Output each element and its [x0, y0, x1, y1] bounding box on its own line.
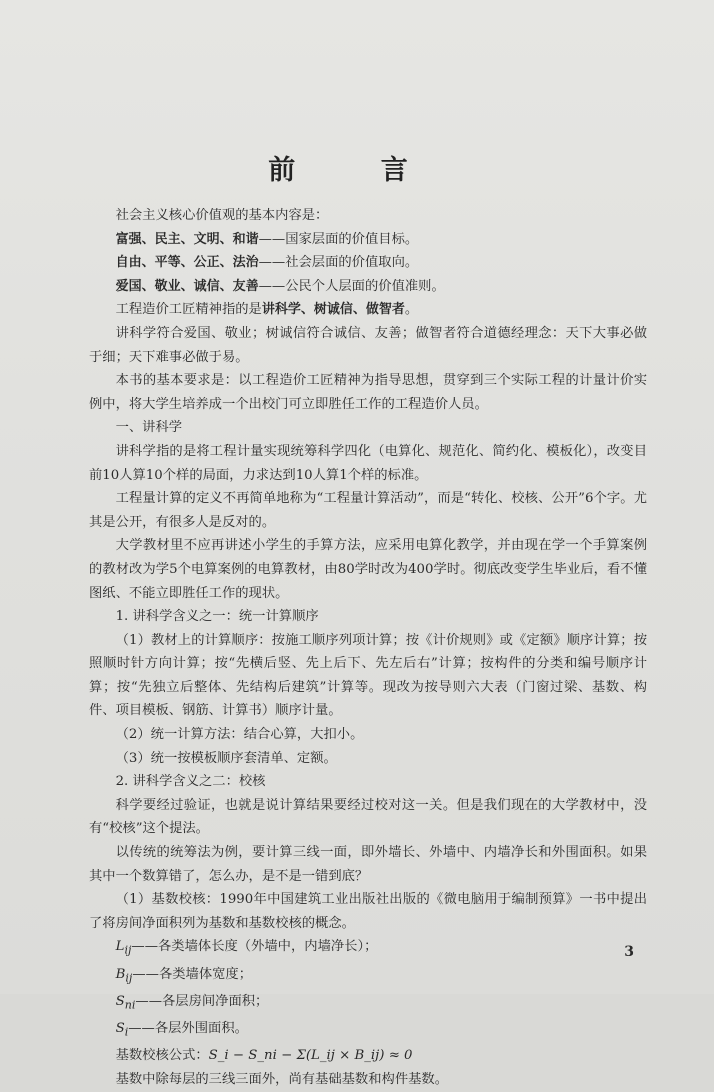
paragraph-science-2: 工程量计算的定义不再简单地称为“工程量计算活动”，而是“转化、校核、公开”6个字。尤其是公开，有很多人是反对的。 — [89, 491, 647, 530]
paragraph-intro: 社会主义核心价值观的基本内容是： — [115, 208, 329, 223]
values-personal-bold: 爱国、敬业、诚信、友善 — [115, 278, 259, 294]
paragraph-science-3: 大学教材里不应再讲述小学生的手算方法，应采用电算化教学，并由现在学一个手算案例的教材改为学5个电算案例的电算教材，由80学时改为400学时。彻底改变学生毕业后，看不懂图纸、不能立即胜任工作的现状。 — [89, 538, 647, 601]
values-national-bold: 富强、民主、文明、和谐 — [115, 231, 259, 247]
paragraph-last: 基数中除每层的三线三面外，尚有基础基数和构件基数。 — [115, 1072, 449, 1087]
paragraph-meaning2-3: （1）基数校核：1990年中国建筑工业出版社出版的《微电脑用于编制预算》一书中提出了将房间净面积列为基数和基数校核的概念。 — [89, 892, 647, 931]
definition-wall-width — [89, 963, 647, 990]
paragraph-meaning2-2: 以传统的统筹法为例，要计算三线一面，即外墙长、外墙中、内墙净长和外围面积。如果其中一个数算错了，怎么办，是不是一错到底？ — [89, 845, 647, 884]
heading-meaning-2: 2. 讲科学含义之二：校核 — [115, 774, 266, 790]
def1-subscript: ij — [124, 944, 132, 958]
def2-text: ——各类墙体宽度； — [132, 966, 253, 982]
def2-subscript: ij — [125, 971, 133, 985]
def4-text: ——各层外围面积。 — [128, 1021, 248, 1037]
values-national-rest: ——国家层面的价值目标。 — [258, 231, 419, 247]
def3-subscript: ni — [124, 998, 136, 1012]
values-social-rest: ——社会层面的价值取向。 — [258, 255, 419, 271]
def4-subscript: i — [124, 1025, 129, 1039]
paragraph-meaning2-1: 科学要经过验证，也就是说计算结果要经过校对这一关。但是我们现在的大学教材中，没有“校核”这个提法。 — [89, 797, 647, 837]
page-number: 3 — [624, 944, 634, 960]
definition-outer-area — [89, 1017, 647, 1044]
paragraph-science-1: 讲科学指的是将工程计量实现统筹科学四化（电算化、规范化、简约化、模板化），改变目前10人算10个样的局面，力求达到10人算1个样的标准。 — [89, 443, 647, 483]
def3-symbol: S — [115, 993, 125, 1009]
values-national — [89, 228, 647, 252]
def1-symbol: L — [115, 939, 125, 955]
paragraph-meaning1-1: （1）教材上的计算顺序：按施工顺序列项计算；按《计价规则》或《定额》顺序计算；按照顺时针方向计算；按“先横后竖、先上后下、先左后右”计算；按构件的分类和编号顺序计算；按“先独立后整体、先结构后建筑”计算等。现改为按导则六大表（门窗过梁、基数、构件、项目模板、钢筋、计算书）顺序计量。 — [89, 632, 647, 719]
formula-line — [89, 1044, 647, 1068]
paragraph-meaning1-3: （3）统一按模板顺序套清单、定额。 — [115, 750, 337, 766]
def3-text: ——各层房间净面积； — [135, 993, 269, 1009]
values-social-bold: 自由、平等、公正、法治 — [115, 255, 259, 271]
values-personal — [89, 275, 647, 299]
def1-text: ——各类墙体长度（外墙中，内墙净长）； — [131, 939, 378, 955]
page-body — [89, 204, 647, 1092]
def4-symbol: S — [115, 1021, 125, 1037]
heading-meaning-1: 1. 讲科学含义之一：统一计算顺序 — [115, 609, 319, 625]
paragraph-basic-requirement: 本书的基本要求是：以工程造价工匠精神为指导思想，贯穿到三个实际工程的计量计价实例中，将大学生培养成一个出校门可立即胜任工作的工程造价人员。 — [89, 373, 647, 412]
craftsman-spirit — [89, 298, 647, 322]
values-social — [89, 251, 647, 275]
heading-science: 一、讲科学 — [115, 420, 183, 436]
page-title: 前 言 — [268, 155, 446, 186]
formula-label: 基数校核公式： — [115, 1048, 209, 1064]
definition-wall-length — [89, 935, 647, 962]
craftsman-post: 。 — [404, 302, 419, 318]
paragraph-meaning1-2: （2）统一计算方法：结合心算，大扣小。 — [115, 727, 364, 743]
values-personal-rest: ——公民个人层面的价值准则。 — [258, 278, 445, 294]
paragraph-craftsman-explain: 讲科学符合爱国、敬业；树诚信符合诚信、友善；做智者符合道德经理念：天下大事必做于细；天下难事必做于易。 — [89, 325, 647, 365]
craftsman-bold: 讲科学、树诚信、做智者 — [261, 302, 405, 318]
def2-symbol: B — [115, 966, 126, 982]
formula-expression: S_i − S_ni − Σ(L_ij × B_ij) ≈ 0 — [208, 1048, 413, 1064]
craftsman-pre: 工程造价工匠精神指的是 — [115, 302, 262, 318]
